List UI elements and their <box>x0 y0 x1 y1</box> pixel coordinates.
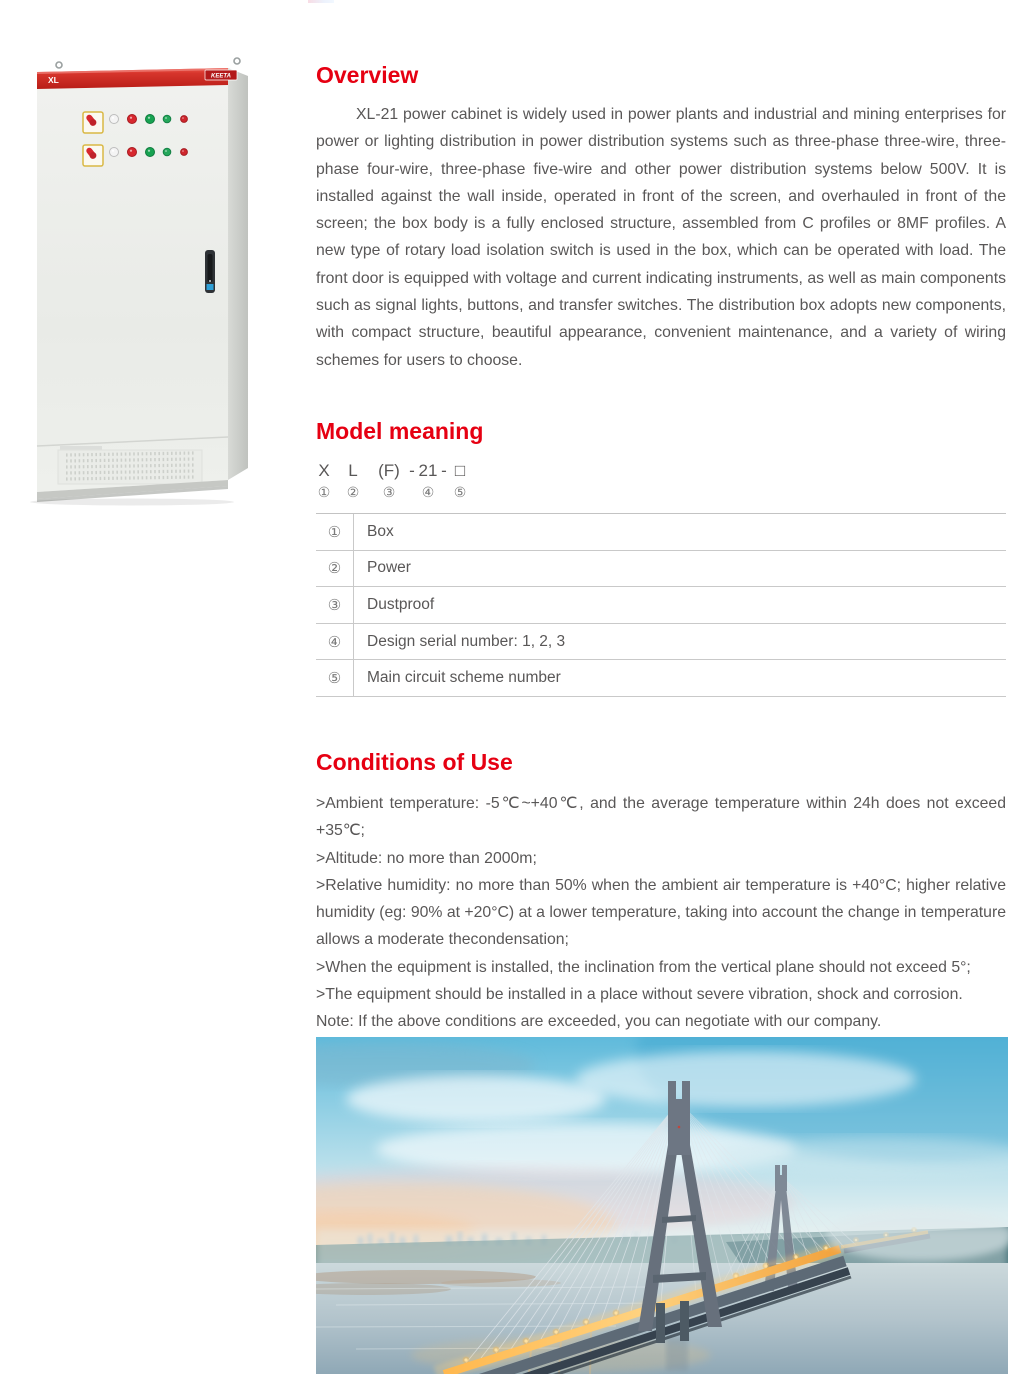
table-row <box>316 551 1006 588</box>
code-index: ① <box>317 484 331 500</box>
row-number: ④ <box>316 624 354 660</box>
row-number: ① <box>316 514 354 550</box>
cabinet-front-door <box>37 85 228 492</box>
table-row <box>316 660 1006 697</box>
code-symbol: X <box>318 461 330 480</box>
conditions-list <box>316 790 1006 1036</box>
row-description: Dustproof <box>367 595 435 613</box>
row-description: Design serial number: 1, 2, 3 <box>367 632 566 650</box>
model-meaning-title: Model meaning <box>316 418 484 444</box>
code-symbol: □ <box>454 461 466 480</box>
code-symbol: (F) <box>378 461 400 480</box>
power-cabinet-photo <box>26 54 278 506</box>
condition-item: >Ambient temperature: -5℃~+40℃, and the average temperature within 24h does not exceed +35℃; <box>316 795 1006 840</box>
condition-item: >When the equipment is installed, the inclination from the vertical plane should not exceed 5°; <box>316 958 971 976</box>
power-cabinet-illustration <box>26 54 278 506</box>
model-code-part <box>418 461 438 501</box>
lifting-eye-icon <box>56 58 240 68</box>
condition-item: >The equipment should be installed in a place without severe vibration, shock and corrosion. <box>316 986 963 1004</box>
code-symbol: 21 <box>418 461 438 480</box>
code-symbol: - <box>441 461 447 480</box>
row-number: ③ <box>316 587 354 623</box>
table-row <box>316 514 1006 551</box>
row-description: Box <box>367 522 394 540</box>
table-row <box>316 587 1006 624</box>
model-code-part <box>408 461 416 483</box>
table-row <box>316 624 1006 661</box>
model-code-part <box>316 461 332 501</box>
door-handle-icon <box>205 250 215 293</box>
code-index: ③ <box>382 484 396 500</box>
overview-title: Overview <box>316 62 419 88</box>
distance-haze <box>826 1209 1008 1261</box>
code-index: ④ <box>421 484 435 500</box>
brand-badge <box>205 70 237 80</box>
row-description: Main circuit scheme number <box>367 669 561 687</box>
model-code <box>316 461 468 501</box>
brand-label: KEETA <box>211 73 231 80</box>
cabinet-model-label: XL <box>48 75 59 85</box>
cable-stayed-bridge-illustration <box>316 1037 1008 1374</box>
ventilation-grille <box>58 450 202 484</box>
conditions-title: Conditions of Use <box>316 749 513 775</box>
cabinet-side-panel <box>228 68 248 480</box>
row-number: ⑤ <box>316 660 354 696</box>
cropped-header-artifact <box>308 0 334 3</box>
model-meaning-table <box>316 513 1006 697</box>
row-number: ② <box>316 551 354 587</box>
condition-item: Note: If the above conditions are exceeded, you can negotiate with our company. <box>316 1013 882 1031</box>
model-code-part <box>440 461 448 483</box>
model-code-part <box>376 461 402 501</box>
model-code-part <box>346 461 360 501</box>
model-code-part <box>452 461 468 501</box>
rotary-switch-icon <box>83 145 103 166</box>
row-description: Power <box>367 559 411 577</box>
code-symbol: L <box>348 461 358 480</box>
overview-paragraph: XL-21 power cabinet is widely used in power plants and industrial and mining enterprises for power or lighting distribution in power distribution systems such as three-phase three-wire, three-phase four-wire, three-phase five-wire and other power distribution systems below 500V. It is installed against the wall inside, operated in front of the screen, and overhauled in front of the screen; the box body is a fully enclosed structure, assembled from C profiles or 8MF profiles. A new type of rotary load isolation switch is used in the box, which can be operated with load. The front door is equipped with voltage and current indicating instruments, as well as main components such as signal lights, buttons, and transfer switches. The distribution box adopts new components, with compact structure, beautiful appearance, convenient maintenance, and a variety of wiring schemes for users to choose. <box>316 106 1006 369</box>
bridge-photo <box>316 1037 1008 1374</box>
code-index: ② <box>346 484 360 500</box>
code-symbol: - <box>409 461 415 480</box>
condition-item: >Altitude: no more than 2000m; <box>316 849 537 867</box>
condition-item: >Relative humidity: no more than 50% when the ambient air temperature is +40°C; higher relative humidity (eg: 90% at +20°C) at a lower temperature, taking into account the change in temperature allows a moderate thecondensation; <box>316 876 1006 949</box>
rotary-switch-icon <box>83 112 103 133</box>
code-index: ⑤ <box>453 484 467 500</box>
